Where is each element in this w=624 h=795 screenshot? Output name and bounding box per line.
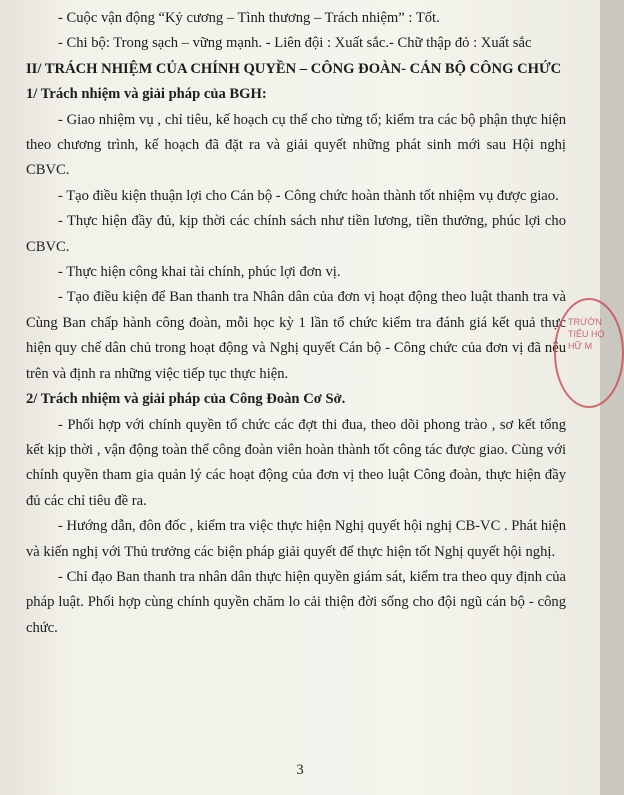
stamp-line: TIỂU HỌ [568, 329, 605, 339]
page-body [26, 6, 566, 641]
section-heading-2: II/ TRÁCH NHIỆM CỦA CHÍNH QUYỀN – CÔNG ĐOÀN- CÁN BỘ CÔNG CHỨC [26, 60, 562, 77]
paragraph-union-2: - Hướng dẫn, đôn đốc , kiểm tra việc thực hiện Nghị quyết hội nghị CB-VC . Phát hiện và kiến nghị với Thủ trưởng các biện pháp giải quyết để thực hiện tốt Nghị quyết hội nghị. [26, 518, 566, 560]
paragraph-ratings: - Chi bộ: Trong sạch – vững mạnh. - Liên đội : Xuất sắc.- Chữ thập đỏ : Xuất sắc [58, 35, 532, 52]
subsection-heading-bgh: 1/ Trách nhiệm và giải pháp của BGH: [26, 86, 267, 103]
page-number: 3 [296, 762, 304, 778]
red-seal-stamp [554, 298, 624, 408]
paragraph-bgh-3: - Thực hiện đầy đủ, kịp thời các chính sách như tiền lương, tiền thưởng, phúc lợi cho CBVC. [26, 213, 566, 255]
paragraph-bgh-4: - Thực hiện công khai tài chính, phúc lợi đơn vị. [58, 264, 341, 281]
paragraph-union-3: - Chỉ đạo Ban thanh tra nhân dân thực hiện quyền giám sát, kiểm tra theo quy định của pháp luật. Phối hợp cùng chính quyền chăm lo cải thiện đời sống cho đội ngũ cán bộ - công chức. [26, 568, 566, 636]
stamp-line: TRƯỜN [568, 317, 602, 327]
paragraph-bgh-5: - Tạo điều kiện để Ban thanh tra Nhân dân của đơn vị hoạt động theo luật thanh tra và Cùng Ban chấp hành công đoàn, mỗi học kỳ 1 lần tổ chức kiểm tra đánh giá kết quả thực hiện quy chế dân chủ trong hoạt động và Nghị quyết Cán bộ - Công chức của đơn vị đã nêu trên và định ra những việc tiếp tục thực hiện. [26, 289, 566, 382]
paragraph-campaign: - Cuộc vận động “Kỷ cương – Tình thương – Trách nhiệm” : Tốt. [58, 10, 440, 26]
paragraph-bgh-2: - Tạo điều kiện thuận lợi cho Cán bộ - Công chức hoàn thành tốt nhiệm vụ được giao. [58, 187, 559, 204]
paragraph-bgh-1: - Giao nhiệm vụ , chỉ tiêu, kế hoạch cụ thể cho từng tổ; kiểm tra các bộ phận thực hiện theo chương trình, kế hoạch đã đặt ra và giải quyết những phát sinh mới sau Hội nghị CBVC. [26, 111, 566, 179]
stamp-line: HỮ M [568, 341, 593, 351]
subsection-heading-union: 2/ Trách nhiệm và giải pháp của Công Đoàn Cơ Sở. [26, 391, 346, 408]
paragraph-union-1: - Phối hợp với chính quyền tổ chức các đợt thi đua, theo dõi phong trào , sơ kết tổng kết kịp thời , vận động toàn thể công đoàn viên hoàn thành tốt công tác được giao. Cùng với chính quyền tham gia quản lý các hoạt động của đơn vị theo luật Công đoàn, thực hiện đầy đủ các chỉ tiêu đề ra. [26, 416, 566, 509]
